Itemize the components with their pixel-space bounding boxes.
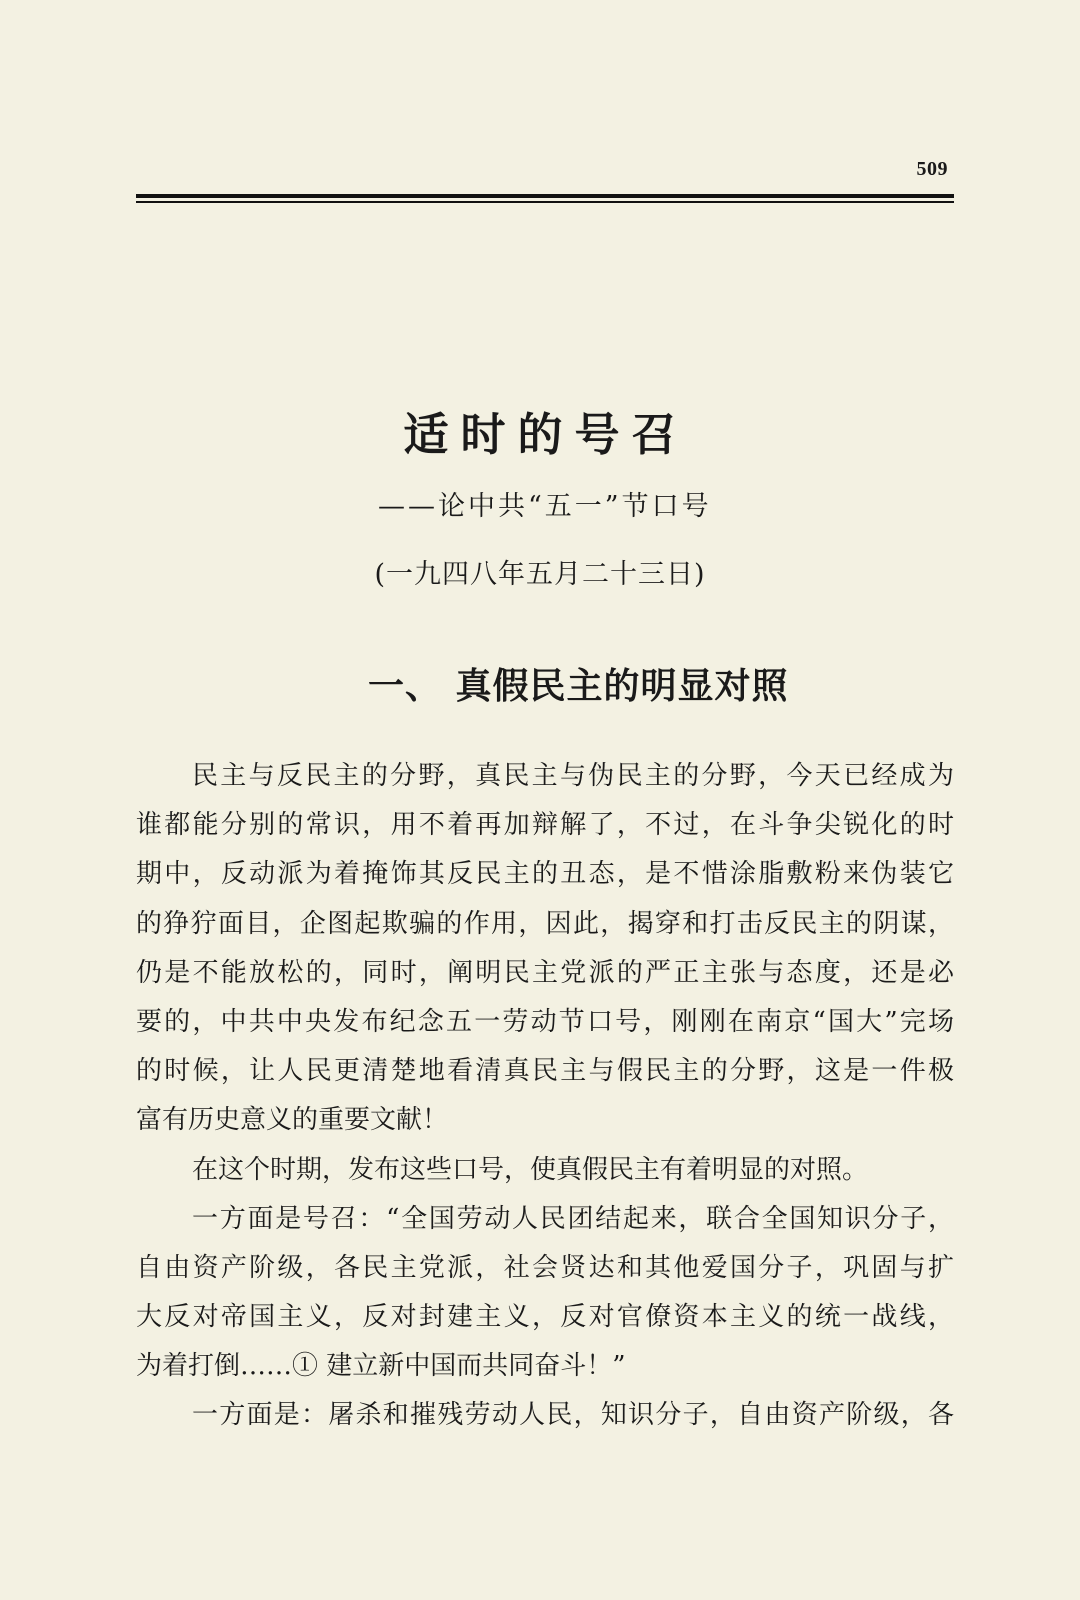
body-line: 的狰狞面目，企图起欺骗的作用，因此，揭穿和打击反民主的阴谋， <box>136 908 954 939</box>
body-line: 自由资产阶级，各民主党派，社会贤达和其他爱国分子，巩固与扩 <box>136 1252 954 1283</box>
body-line: 要的，中共中央发布纪念五一劳动节口号，刚刚在南京“国大”完场 <box>136 1006 954 1037</box>
body-text <box>136 752 954 1441</box>
body-line: 一方面是：屠杀和摧残劳动人民，知识分子，自由资产阶级，各 <box>192 1400 954 1431</box>
section-heading: 一、 真假民主的明显对照 <box>368 666 789 707</box>
body-line: 期中，反动派为着掩饰其反民主的丑态，是不惜涂脂敷粉来伪装它 <box>136 859 954 890</box>
body-line: 民主与反民主的分野，真民主与伪民主的分野，今天已经成为 <box>192 761 954 791</box>
body-line: 在这个时期，发布这些口号，使真假民主有着明显的对照。 <box>192 1154 869 1185</box>
body-line: 谁都能分别的常识，用不着再加辩解了，不过，在斗争尖锐化的时 <box>136 810 954 841</box>
article-date: (一九四八年五月二十三日) <box>374 559 706 590</box>
page-number: 509 <box>916 158 948 180</box>
header-rule <box>136 194 954 203</box>
body-line: 的时候，让人民更清楚地看清真民主与假民主的分野，这是一件极 <box>136 1056 954 1087</box>
header-rule-thin <box>136 201 954 203</box>
body-line: 大反对帝国主义，反对封建主义，反对官僚资本主义的统一战线， <box>136 1302 954 1333</box>
body-line: 为着打倒……① 建立新中国而共同奋斗！” <box>136 1351 626 1382</box>
article-subtitle: ——论中共“五一”节口号 <box>378 491 712 522</box>
article-title: 适时的号召 <box>403 408 689 461</box>
body-line: 富有历史意义的重要文献！ <box>136 1105 449 1136</box>
body-line: 一方面是号召：“全国劳动人民团结起来，联合全国知识分子， <box>192 1203 954 1234</box>
body-line: 仍是不能放松的，同时，阐明民主党派的严正主张与态度，还是必 <box>136 957 954 988</box>
